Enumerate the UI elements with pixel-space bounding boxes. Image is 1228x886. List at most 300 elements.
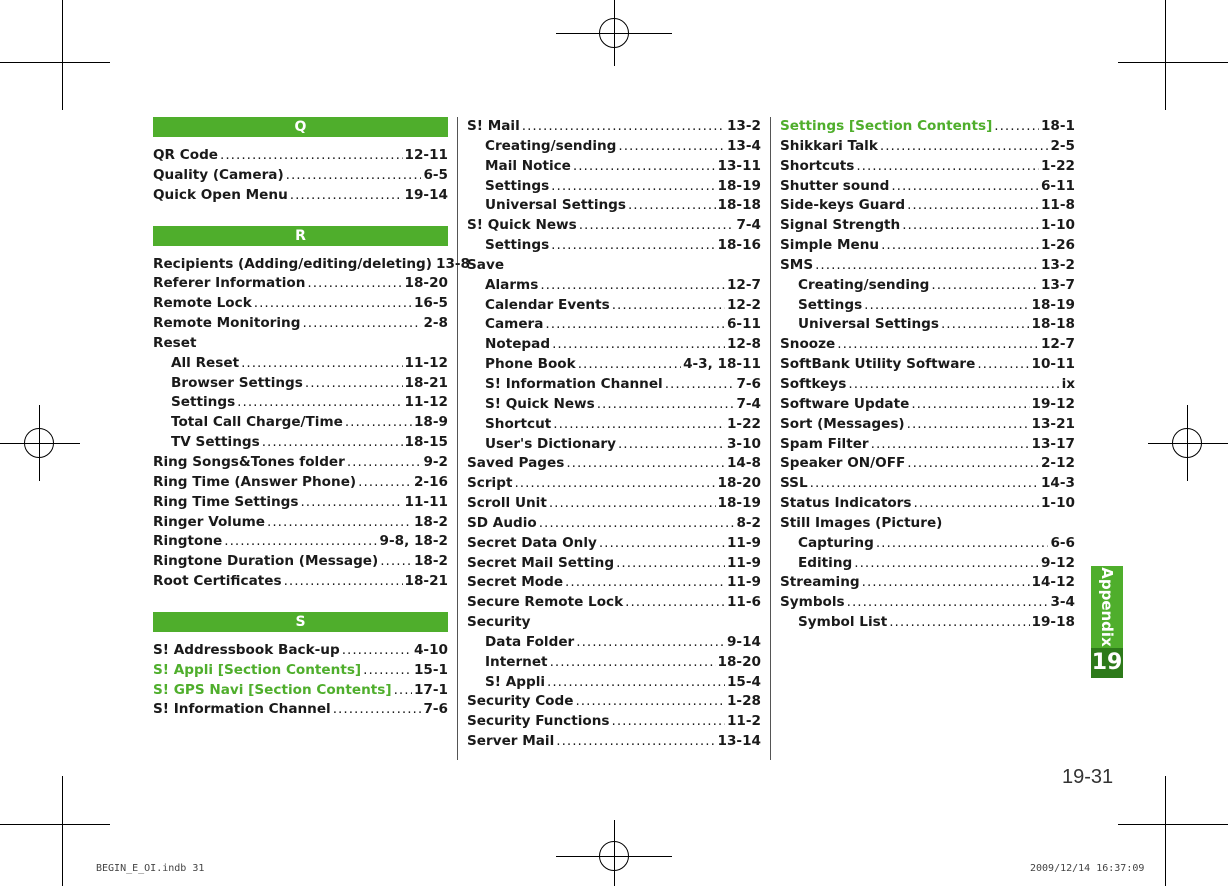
leader-dots: [576, 633, 725, 653]
index-entry: [467, 117, 761, 137]
leader-dots: [302, 314, 421, 334]
section-header: R: [153, 226, 448, 246]
leader-dots: [902, 216, 1039, 236]
index-column-2: [467, 117, 761, 752]
index-entry-label: Calendar Events: [485, 296, 610, 313]
index-entry-label: Symbol List: [798, 614, 888, 631]
index-subentry: [780, 613, 1075, 633]
leader-dots: [522, 117, 725, 137]
index-page-ref: ix: [1061, 375, 1075, 392]
index-entry: [153, 453, 448, 473]
index-entry: [153, 166, 448, 186]
index-page-ref: 14-12: [1031, 574, 1075, 591]
chapter-number: 19: [1091, 648, 1123, 678]
index-page-ref: 18-18: [717, 197, 761, 214]
leader-dots: [566, 454, 725, 474]
leader-dots: [551, 177, 715, 197]
index-entry-label: Streaming: [780, 574, 860, 591]
leader-dots: [290, 186, 403, 206]
index-page-ref: 13-21: [1031, 415, 1075, 432]
leader-dots: [224, 532, 377, 552]
index-page-ref: 9-8, 18-2: [379, 533, 448, 550]
index-subentry: [153, 354, 448, 374]
index-entry-label: Softkeys: [780, 375, 847, 392]
index-page-ref: 13-14: [717, 733, 761, 750]
index-entry-label: Settings: [485, 237, 550, 254]
leader-dots: [363, 661, 412, 681]
index-page-ref: 8-2: [736, 514, 761, 531]
leader-dots: [342, 641, 412, 661]
index-page-ref: 6-11: [1040, 177, 1075, 194]
index-group-heading: Save: [467, 256, 505, 273]
index-page-ref: 2-12: [1040, 455, 1075, 472]
index-entry: [153, 572, 448, 592]
index-entry-label: S! Information Channel: [485, 375, 663, 392]
index-entry-label: Quality (Camera): [153, 166, 284, 183]
column-divider: [770, 117, 771, 760]
index-entry-label: S! Information Channel: [153, 701, 331, 718]
index-entry-label: S! Appli: [485, 673, 546, 690]
index-entry-label: Ringtone: [153, 533, 223, 550]
index-entry: [467, 494, 761, 514]
index-entry-label: Script: [467, 475, 513, 492]
index-page-ref: 14-8: [726, 455, 761, 472]
index-subentry: [153, 393, 448, 413]
index-page-ref: 19-18: [1031, 614, 1075, 631]
index-entry: [780, 256, 1075, 276]
index-page-ref: 11-8: [1040, 197, 1075, 214]
index-entry-label: S! Mail: [467, 118, 520, 134]
leader-dots: [881, 236, 1039, 256]
index-page-ref: 7-6: [736, 375, 761, 392]
index-subentry: [467, 157, 761, 177]
leader-dots: [665, 375, 735, 395]
leader-dots: [237, 393, 402, 413]
leader-dots: [552, 335, 725, 355]
index-subentry: [780, 534, 1075, 554]
section-header: Q: [153, 117, 448, 137]
index-group-heading: Reset: [153, 334, 197, 351]
leader-dots: [628, 196, 716, 216]
leader-dots: [579, 216, 735, 236]
index-entry: [780, 395, 1075, 415]
index-subentry: [467, 395, 761, 415]
leader-dots: [847, 593, 1049, 613]
index-entry-label: Simple Menu: [780, 237, 880, 254]
leader-dots: [889, 613, 1029, 633]
leader-dots: [539, 514, 735, 534]
leader-dots: [556, 732, 715, 752]
index-entry: [780, 375, 1075, 395]
index-page-ref: 18-19: [717, 495, 761, 512]
leader-dots: [880, 137, 1049, 157]
index-entry-label: Security Code: [467, 693, 574, 710]
index-entry-label: Alarms: [485, 276, 539, 293]
section-gap: [153, 592, 448, 612]
index-entry-label: User's Dictionary: [485, 435, 616, 452]
index-page-ref: 11-9: [726, 554, 761, 571]
index-entry-label: Settings: [485, 177, 550, 194]
index-page-ref: 4-10: [413, 641, 448, 658]
index-page-ref: 1-10: [1040, 217, 1075, 234]
index-subentry: [467, 375, 761, 395]
index-entry: [153, 513, 448, 533]
index-entry-label: Creating/sending: [485, 137, 617, 154]
index-page-ref: 18-2: [413, 513, 448, 530]
index-entry: [467, 534, 761, 554]
index-link-label[interactable]: S! Appli [Section Contents]: [153, 661, 362, 678]
index-page-ref: 12-7: [1040, 336, 1075, 353]
index-page-ref: 13-2: [726, 118, 761, 134]
index-page-ref: 13-8: [436, 255, 471, 272]
index-page-ref: 16-5: [413, 295, 448, 312]
leader-dots: [345, 413, 412, 433]
index-entry: [780, 593, 1075, 613]
index-entry-label: Side-keys Guard: [780, 197, 906, 214]
index-subentry: [153, 413, 448, 433]
index-entry-label: Spam Filter: [780, 435, 869, 452]
index-entry: [780, 177, 1075, 197]
index-page-ref: 12-7: [726, 276, 761, 293]
index-entry: [780, 494, 1075, 514]
leader-dots: [573, 157, 716, 177]
index-subentry: [467, 276, 761, 296]
index-page-ref: 19-12: [1031, 395, 1075, 412]
index-entry: [467, 573, 761, 593]
index-entry-label: Signal Strength: [780, 217, 901, 234]
index-page-ref: 7-4: [736, 395, 761, 412]
index-entry-label: SMS: [780, 256, 814, 273]
index-subentry: [467, 673, 761, 693]
footer-file: BEGIN_E_OI.indb 31: [96, 863, 205, 874]
leader-dots: [549, 494, 716, 514]
leader-dots: [864, 296, 1029, 316]
leader-dots: [931, 276, 1039, 296]
index-page-ref: 13-2: [1040, 256, 1075, 273]
index-entry-label: Editing: [798, 554, 853, 571]
leader-dots: [540, 276, 725, 296]
index-entry-label: Secret Mode: [467, 574, 564, 591]
index-entry-label: Camera: [485, 316, 544, 333]
index-page-ref: 2-5: [1050, 137, 1075, 154]
index-page-ref: 7-4: [736, 217, 761, 234]
index-entry-label: Scroll Unit: [467, 495, 547, 512]
leader-dots: [907, 415, 1030, 435]
index-entry: [153, 493, 448, 513]
leader-dots: [618, 137, 725, 157]
index-entry-label: Secret Data Only: [467, 534, 597, 551]
page-number: 19-31: [1062, 766, 1114, 788]
index-entry: [780, 435, 1075, 455]
index-entry-label: Referer Information: [153, 275, 306, 292]
leader-dots: [911, 395, 1029, 415]
index-page-ref: 15-1: [413, 661, 448, 678]
leader-dots: [553, 415, 725, 435]
index-entry-label: S! Quick News: [485, 395, 595, 412]
index-page-ref: 9-2: [423, 453, 448, 470]
index-page-ref: 18-1: [1040, 118, 1075, 134]
leader-dots: [994, 117, 1039, 137]
index-entry: [153, 661, 448, 681]
index-page-ref: 12-11: [404, 147, 448, 163]
index-entry-label: S! Addressbook Back-up: [153, 641, 340, 658]
index-entry: [780, 474, 1075, 494]
leader-dots: [848, 375, 1059, 395]
leader-dots: [284, 572, 403, 592]
index-entry-label: Remote Monitoring: [153, 315, 301, 332]
leader-dots: [286, 166, 422, 186]
index-entry-label: Ring Songs&Tones folder: [153, 453, 345, 470]
index-page-ref: 9-14: [726, 633, 761, 650]
leader-dots: [913, 494, 1039, 514]
index-entry-label: QR Code: [153, 147, 219, 163]
index-page-ref: 19-14: [404, 186, 448, 203]
index-entry-label: Server Mail: [467, 733, 555, 750]
index-page-ref: 7-6: [423, 701, 448, 718]
index-subentry: [467, 415, 761, 435]
index-entry-label: Universal Settings: [798, 316, 939, 333]
index-subentry: [467, 335, 761, 355]
index-entry-label: Ring Time Settings: [153, 493, 299, 510]
leader-dots: [907, 454, 1039, 474]
index-entry-label: Browser Settings: [171, 374, 303, 391]
index-entry-label: Settings: [798, 296, 863, 313]
index-subentry: [467, 355, 761, 375]
index-entry-label: Secure Remote Lock: [467, 594, 624, 611]
leader-dots: [977, 355, 1029, 375]
index-page-ref: 18-20: [717, 653, 761, 670]
index-entry-label: Software Update: [780, 395, 910, 412]
index-page-ref: 13-17: [1031, 435, 1075, 452]
index-subentry: [467, 315, 761, 335]
index-entry-label: Status Indicators: [780, 495, 912, 512]
index-entry-label: Universal Settings: [485, 197, 626, 214]
index-entry: [780, 454, 1075, 474]
index-entry-label: Shortcuts: [780, 157, 855, 174]
index-entry: [780, 335, 1075, 355]
index-subentry: [467, 196, 761, 216]
leader-dots: [300, 493, 402, 513]
index-entry: [780, 355, 1075, 375]
index-entry: [153, 255, 471, 275]
index-page-ref: 18-21: [404, 573, 448, 590]
index-subentry: [780, 554, 1075, 574]
side-tab-label: Appendix: [1098, 567, 1116, 647]
index-entry: [467, 514, 761, 534]
index-entry-label: Shutter sound: [780, 177, 890, 194]
index-page-ref: 17-1: [413, 681, 448, 698]
index-page-ref: 18-9: [413, 414, 448, 431]
index-entry: [467, 454, 761, 474]
index-column-1: [153, 117, 471, 720]
index-entry-label: S! Quick News: [467, 217, 577, 234]
index-entry-label: Settings: [171, 394, 236, 411]
index-entry-label: Creating/sending: [798, 276, 930, 293]
index-entry-label: TV Settings: [171, 434, 260, 451]
appendix-side-tab: [1091, 566, 1123, 648]
index-entry: [153, 186, 448, 206]
leader-dots: [854, 554, 1039, 574]
section-header: S: [153, 612, 448, 632]
index-entry-label: Symbols: [780, 594, 845, 611]
leader-dots: [862, 573, 1030, 593]
index-page-ref: 4-3, 18-11: [683, 356, 761, 373]
index-entry: [467, 593, 761, 613]
index-page-ref: 18-2: [413, 553, 448, 570]
index-entry-label: Ring Time (Answer Phone): [153, 473, 357, 490]
leader-dots: [815, 256, 1039, 276]
index-subentry: [467, 653, 761, 673]
index-subentry: [467, 633, 761, 653]
index-entry: [467, 732, 761, 752]
index-entry-label: Shortcut: [485, 415, 552, 432]
index-entry: [780, 117, 1075, 137]
leader-dots: [547, 673, 725, 693]
index-page-ref: 1-26: [1040, 237, 1075, 254]
index-page-ref: 2-8: [423, 315, 448, 332]
index-entry: [153, 473, 448, 493]
leader-dots: [612, 296, 725, 316]
index-entry-label: Remote Lock: [153, 295, 252, 312]
leader-dots: [618, 435, 725, 455]
leader-dots: [810, 474, 1039, 494]
index-page-ref: 18-16: [717, 237, 761, 254]
index-entry: [780, 196, 1075, 216]
index-entry-label: Internet: [485, 653, 548, 670]
index-page-ref: 14-3: [1040, 475, 1075, 492]
section-gap: [153, 206, 448, 226]
index-entry-label: Mail Notice: [485, 157, 571, 174]
index-entry-label: Notepad: [485, 336, 551, 353]
index-entry-label: Speaker ON/OFF: [780, 455, 906, 472]
index-page-ref: 18-20: [717, 475, 761, 492]
index-entry-label: Root Certificates: [153, 573, 282, 590]
index-entry-label: Snooze: [780, 336, 836, 353]
index-page-ref: 11-2: [726, 713, 761, 730]
column-divider: [457, 117, 458, 760]
index-link-label[interactable]: S! GPS Navi [Section Contents]: [153, 681, 392, 698]
index-page-ref: 10-11: [1031, 356, 1075, 373]
index-column-3: [780, 117, 1075, 633]
index-entry-label: Secret Mail Setting: [467, 554, 615, 571]
index-entry-label: Capturing: [798, 534, 874, 551]
index-entry: [780, 157, 1075, 177]
index-entry-label: Sort (Messages): [780, 415, 905, 432]
index-entry-label: SSL: [780, 475, 808, 492]
index-entry-label: Ringtone Duration (Message): [153, 553, 379, 570]
leader-dots: [358, 473, 412, 493]
index-entry-label: Phone Book: [485, 356, 576, 373]
index-subentry: [467, 435, 761, 455]
leader-dots: [380, 552, 412, 572]
leader-dots: [876, 534, 1049, 554]
index-entry: [153, 314, 448, 334]
index-page-ref: 11-9: [726, 574, 761, 591]
leader-dots: [907, 196, 1039, 216]
index-page-ref: 1-10: [1040, 495, 1075, 512]
index-page-ref: 6-5: [423, 166, 448, 183]
index-page-ref: 18-19: [717, 177, 761, 194]
leader-dots: [333, 700, 422, 720]
leader-dots: [856, 157, 1039, 177]
index-page-ref: 11-9: [726, 534, 761, 551]
index-page-ref: 15-4: [726, 673, 761, 690]
leader-dots: [612, 712, 725, 732]
index-entry: [467, 692, 761, 712]
index-page-ref: 18-15: [404, 434, 448, 451]
index-entry: [153, 532, 448, 552]
leader-dots: [578, 355, 681, 375]
index-page-ref: 11-12: [404, 354, 448, 371]
index-subentry: [467, 236, 761, 256]
index-page-ref: 18-19: [1031, 296, 1075, 313]
leader-dots: [241, 354, 402, 374]
index-page-ref: 11-11: [404, 493, 448, 510]
index-subentry: [780, 315, 1075, 335]
index-entry-label: Saved Pages: [467, 455, 565, 472]
index-entry: [780, 415, 1075, 435]
leader-dots: [514, 474, 715, 494]
index-page-ref: 13-4: [726, 137, 761, 154]
leader-dots: [941, 315, 1030, 335]
leader-dots: [347, 453, 422, 473]
index-page-ref: 1-22: [726, 415, 761, 432]
index-link-label[interactable]: Settings [Section Contents]: [780, 118, 993, 134]
footer-timestamp: 2009/12/14 16:37:09: [1030, 863, 1145, 874]
index-page-ref: 18-18: [1031, 316, 1075, 333]
leader-dots: [220, 146, 402, 166]
index-page-ref: 3-4: [1050, 594, 1075, 611]
index-entry: [780, 236, 1075, 256]
leader-dots: [616, 554, 725, 574]
index-page-ref: 9-12: [1040, 554, 1075, 571]
index-entry: [467, 474, 761, 494]
index-entry: [153, 294, 448, 314]
leader-dots: [254, 294, 412, 314]
index-entry: [153, 146, 448, 166]
index-group-heading: Still Images (Picture): [780, 514, 943, 531]
leader-dots: [565, 573, 725, 593]
index-page-ref: 13-7: [1040, 276, 1075, 293]
index-page-ref: 1-22: [1040, 157, 1075, 174]
leader-dots: [262, 433, 403, 453]
index-entry: [153, 681, 448, 701]
index-entry-label: Ringer Volume: [153, 513, 266, 530]
leader-dots: [394, 681, 412, 701]
index-entry-label: Data Folder: [485, 633, 575, 650]
index-entry: [467, 554, 761, 574]
index-entry-label: SoftBank Utility Software: [780, 356, 976, 373]
leader-dots: [307, 274, 402, 294]
leader-dots: [550, 653, 716, 673]
index-page-ref: 2-16: [413, 473, 448, 490]
index-subentry: [467, 296, 761, 316]
index-entry-label: Recipients (Adding/editing/deleting): [153, 255, 432, 272]
leader-dots: [625, 593, 725, 613]
leader-dots: [891, 177, 1039, 197]
index-entry: [153, 641, 448, 661]
index-page-ref: 18-21: [404, 374, 448, 391]
index-page-ref: 12-8: [726, 336, 761, 353]
leader-dots: [267, 513, 412, 533]
index-entry-label: SD Audio: [467, 514, 537, 531]
index-page-ref: 6-6: [1050, 534, 1075, 551]
index-entry-label: Total Call Charge/Time: [171, 414, 343, 431]
index-entry-label: Shikkari Talk: [780, 137, 878, 154]
leader-dots: [597, 395, 735, 415]
leader-dots: [575, 692, 725, 712]
leader-dots: [837, 335, 1039, 355]
